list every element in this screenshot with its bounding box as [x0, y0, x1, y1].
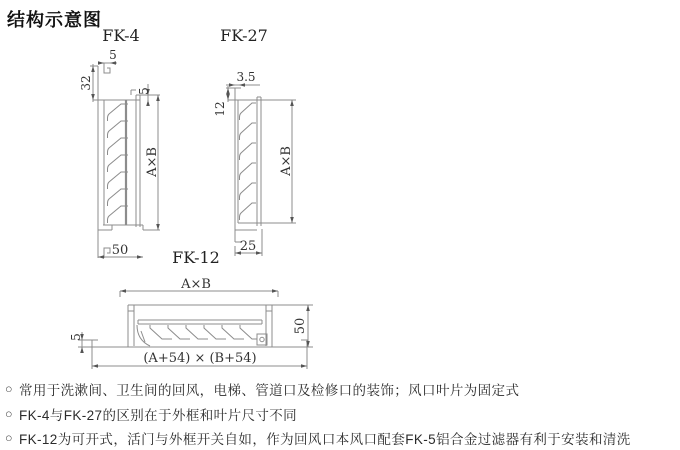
fk4-dim-opening: A×B — [145, 147, 160, 177]
fk4-dim-frame-height: 32 — [79, 75, 93, 91]
fk12-dim-frame-depth: 50 — [293, 317, 308, 335]
fk27-label: FK-27 — [220, 26, 268, 45]
note-text: FK-4与FK-27的区别在于外框和叶片尺寸不同 — [18, 407, 298, 423]
fk27-dim-opening: A×B — [279, 146, 294, 176]
fk4-label: FK-4 — [102, 26, 140, 45]
fk12-dim-flange-thickness: 5 — [69, 333, 83, 341]
fk27-dim-top-flange: 3.5 — [236, 70, 256, 84]
fk27-louver-blades — [240, 103, 257, 220]
fk4-diagram — [79, 26, 160, 259]
note-text: 常用于洗漱间、卫生间的回风，电梯、管道口及检修口的装饰；风口叶片为固定式 — [18, 383, 520, 399]
note-row — [5, 377, 677, 402]
fk27-diagram — [213, 26, 296, 256]
page-title: 结构示意图 — [7, 10, 102, 30]
note-row — [5, 426, 677, 450]
circle-bullet-icon: ○ — [5, 382, 13, 397]
fk12-label: FK-12 — [172, 248, 220, 267]
fk12-diagram — [69, 248, 313, 369]
fk4-dim-face-depth: 5 — [137, 87, 151, 95]
fk4-dim-depth: 50 — [111, 243, 129, 258]
fk12-dim-overall: (A+54) × (B+54) — [143, 351, 257, 366]
notes-list — [5, 377, 677, 450]
fk12-louver-blades — [150, 325, 257, 339]
note-row — [5, 402, 677, 427]
circle-bullet-icon: ○ — [5, 406, 13, 421]
note-text: FK-12为可开式，活门与外框开关自如，作为回风口本风口配套FK-5铝合金过滤器有利于安装和清洗 — [18, 432, 631, 448]
circle-bullet-icon: ○ — [5, 431, 13, 446]
fk27-dim-frame-height: 12 — [213, 101, 227, 117]
fk27-dim-depth: 25 — [239, 239, 257, 254]
fk12-dim-opening: A×B — [181, 277, 211, 292]
fk4-dim-top-flange: 5 — [109, 48, 117, 62]
